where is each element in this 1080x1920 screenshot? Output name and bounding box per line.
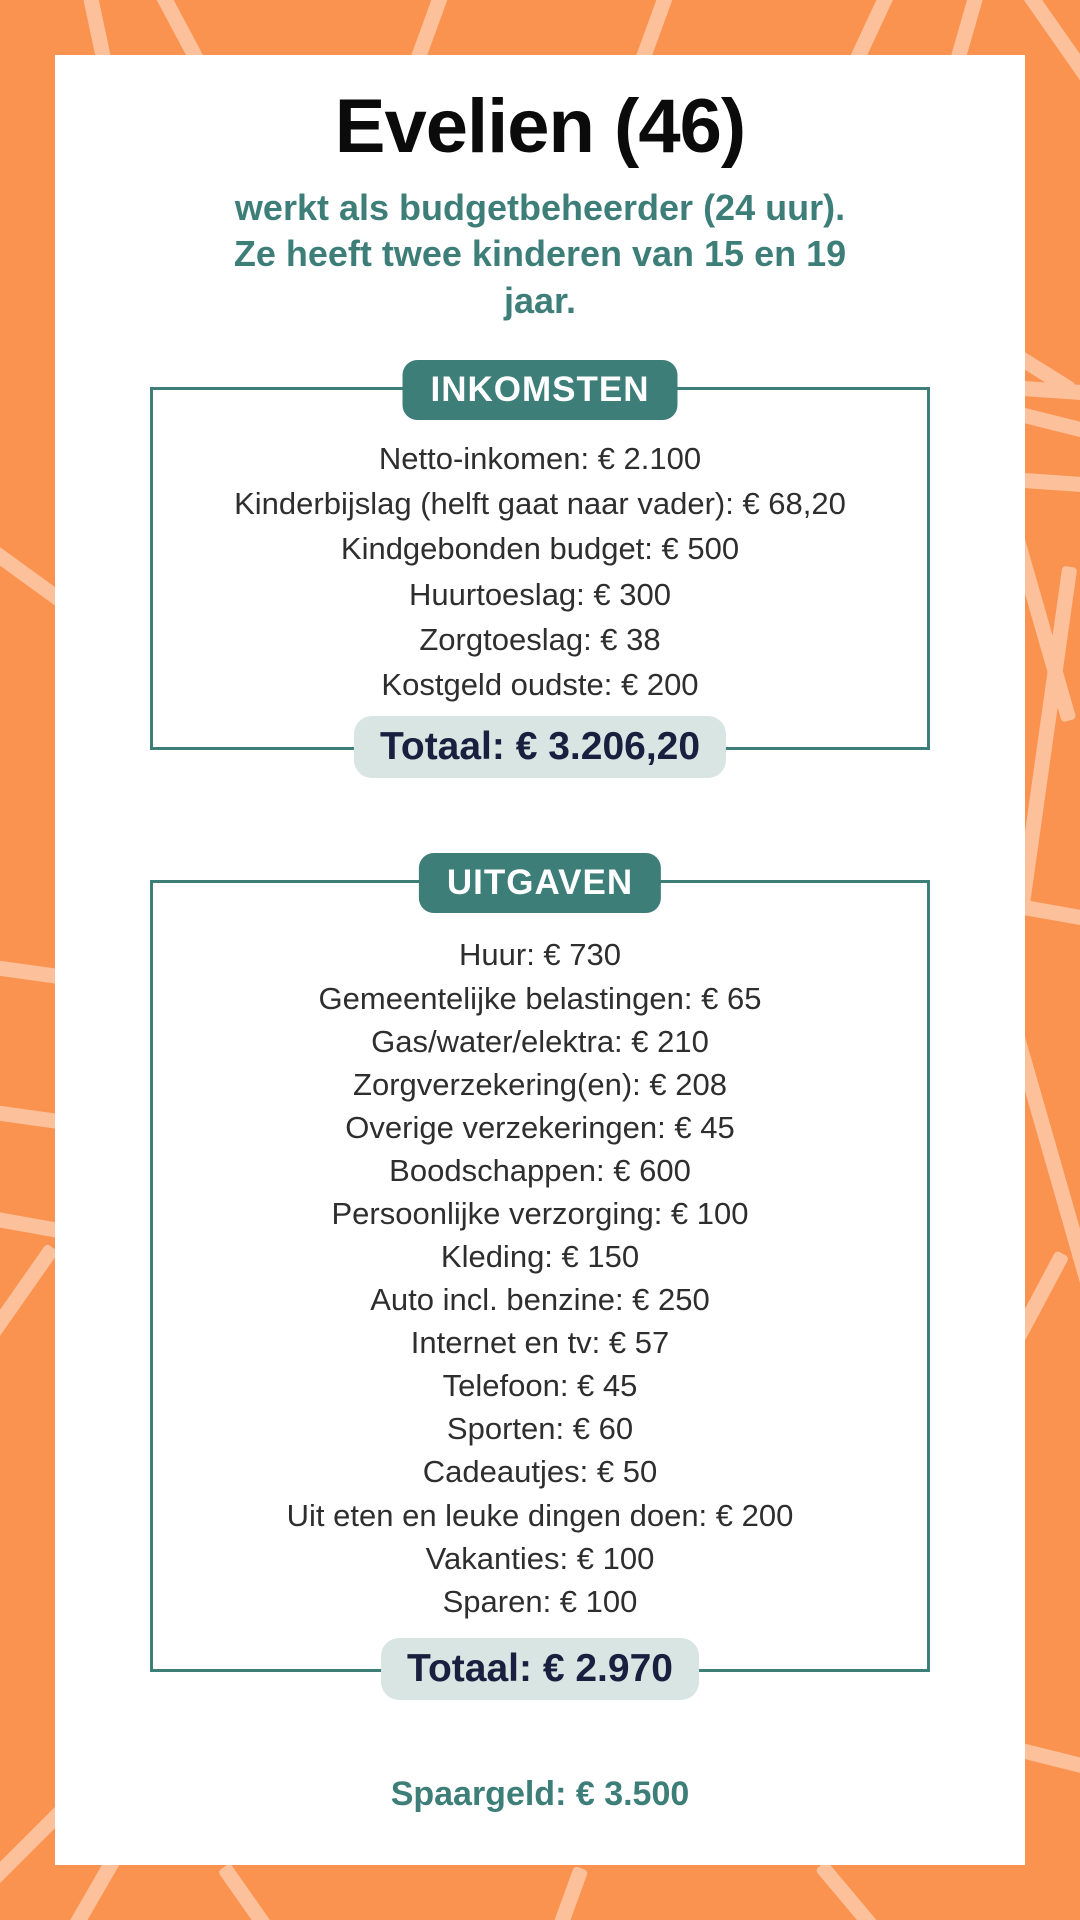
list-item: Boodschappen: € 600 — [389, 1152, 691, 1188]
diagonal-stripe — [1017, 0, 1080, 88]
subtitle — [234, 185, 846, 325]
list-item: Huur: € 730 — [459, 937, 621, 973]
list-item: Vakanties: € 100 — [425, 1540, 655, 1576]
list-item: Auto incl. benzine: € 250 — [370, 1282, 710, 1318]
list-item: Cadeautjes: € 50 — [422, 1454, 658, 1490]
income-list — [153, 390, 927, 748]
income-section — [150, 369, 930, 769]
list-item: Sporten: € 60 — [446, 1411, 634, 1447]
list-item: Overige verzekeringen: € 45 — [345, 1109, 735, 1145]
infographic-card — [55, 55, 1025, 1865]
diagonal-stripe — [815, 1860, 910, 1920]
expenses-list — [153, 883, 927, 1668]
list-item: Gemeentelijke belastingen: € 65 — [318, 980, 762, 1016]
diagonal-stripe — [1019, 1743, 1080, 1776]
savings-label: Spaargeld: € 3.500 — [390, 1774, 690, 1813]
list-item: Kostgeld oudste: € 200 — [381, 667, 699, 703]
list-item: Gas/water/elektra: € 210 — [371, 1023, 709, 1059]
list-item: Uit eten en leuke dingen doen: € 200 — [286, 1497, 794, 1533]
list-item: Sparen: € 100 — [442, 1583, 638, 1619]
list-item: Kleding: € 150 — [440, 1239, 640, 1275]
page-title: Evelien (46) — [334, 84, 746, 169]
subtitle-line: jaar. — [503, 280, 577, 322]
subtitle-line: Ze heeft twee kinderen van 15 en 19 — [233, 233, 847, 275]
list-item: Internet en tv: € 57 — [410, 1325, 670, 1361]
income-badge: INKOMSTEN — [403, 360, 678, 420]
list-item: Kindgebonden budget: € 500 — [340, 531, 740, 567]
list-item: Telefoon: € 45 — [442, 1368, 638, 1404]
income-total-badge: Totaal: € 3.206,20 — [354, 716, 726, 778]
expenses-section — [150, 863, 930, 1690]
diagonal-stripe — [0, 1243, 59, 1366]
expenses-total-badge: Totaal: € 2.970 — [381, 1638, 699, 1700]
diagonal-stripe — [537, 1866, 589, 1920]
list-item: Netto-inkomen: € 2.100 — [378, 440, 702, 476]
list-item: Persoonlijke verzorging: € 100 — [331, 1195, 749, 1231]
subtitle-line: werkt als budgetbeheerder (24 uur). — [234, 186, 846, 228]
list-item: Kinderbijslag (helft gaat naar vader): € 68,20 — [234, 486, 846, 522]
list-item: Zorgverzekering(en): € 208 — [353, 1066, 727, 1102]
list-item: Zorgtoeslag: € 38 — [419, 621, 661, 657]
expenses-badge: UITGAVEN — [419, 853, 661, 913]
diagonal-stripe — [218, 1863, 308, 1920]
list-item: Huurtoeslag: € 300 — [409, 576, 671, 612]
